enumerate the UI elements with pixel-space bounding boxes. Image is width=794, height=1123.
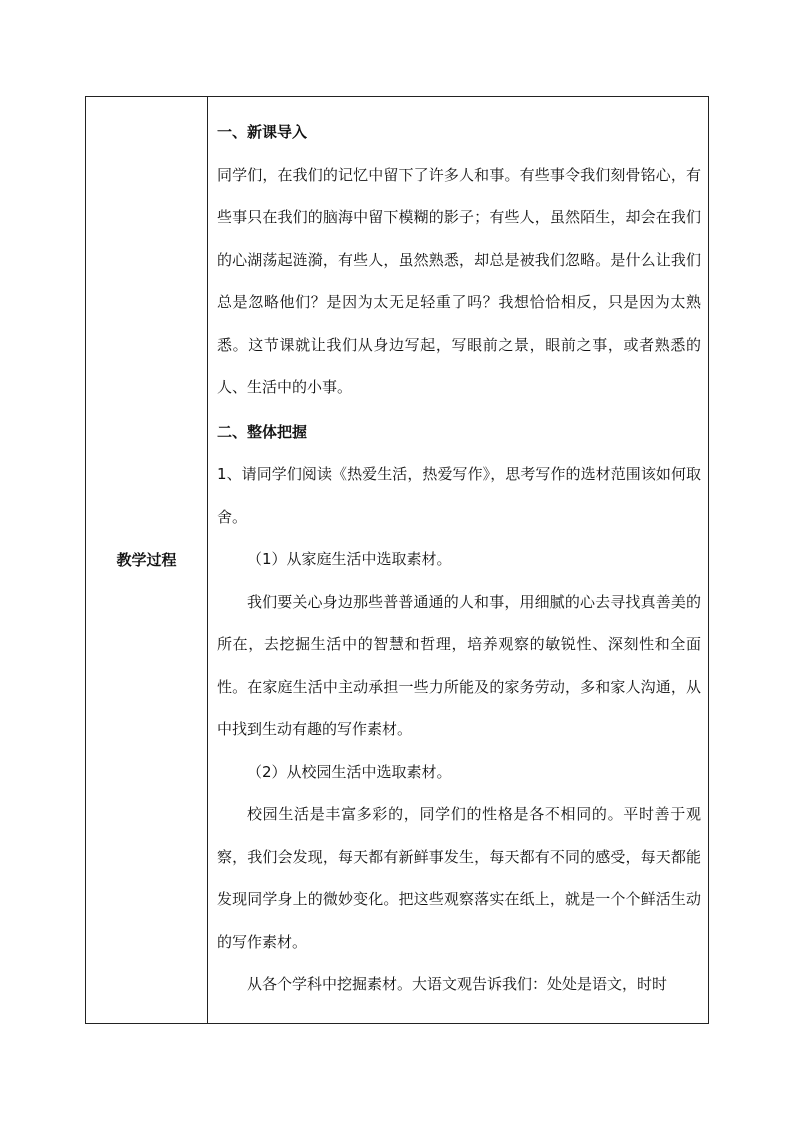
subsection-title-campus: （2）从校园生活中选取素材。	[247, 762, 452, 781]
lesson-table	[85, 96, 709, 1024]
section-heading-overview: 二、整体把握	[217, 422, 308, 441]
campus-life-paragraph: 校园生活是丰富多彩的，同学们的性格是各不相同的。平时善于观察，我们会发现，每天都有新鲜事发生，每天都有不同的感受，每天都能发现同学身上的微妙变化。把这些观察落实在纸上，就是一个个鲜活生动的写作素材。	[217, 805, 701, 951]
family-life-paragraph: 我们要关心身边那些普普通通的人和事，用细腻的心去寻找真善美的所在，去挖掘生活中的智慧和哲理，培养观察的敏锐性、深刻性和全面性。在家庭生活中主动承担一些力所能及的家务劳动，多和家人沟通，从中找到生动有趣的写作素材。	[217, 592, 701, 738]
subsection-title-family: （1）从家庭生活中选取素材。	[247, 550, 452, 568]
subjects-paragraph: 从各个学科中挖掘素材。大语文观告诉我们：处处是语文，时时	[247, 975, 668, 993]
section-heading-intro: 一、新课导入	[217, 123, 308, 141]
intro-paragraph: 同学们，在我们的记忆中留下了许多人和事。有些事令我们刻骨铭心，有些事只在我们的脑海中留下模糊的影子；有些人，虽然陌生，却会在我们的心湖荡起涟漪，有些人，虽然熟悉，却总是被我们忽略。是什么让我们总是忽略他们？是因为太无足轻重了吗？我想恰恰相反，只是因为太熟悉。这节课就让我们从身边写起，写眼前之景，眼前之事，或者熟悉的人、生活中的小事。	[217, 165, 701, 396]
lesson-content	[217, 111, 701, 1006]
row-label-teaching-process: 教学过程	[116, 551, 177, 569]
task-item-1: 1、请同学们阅读《热爱生活，热爱写作》，思考写作的选材范围该如何取舍。	[217, 465, 701, 526]
column-divider	[207, 97, 208, 1023]
